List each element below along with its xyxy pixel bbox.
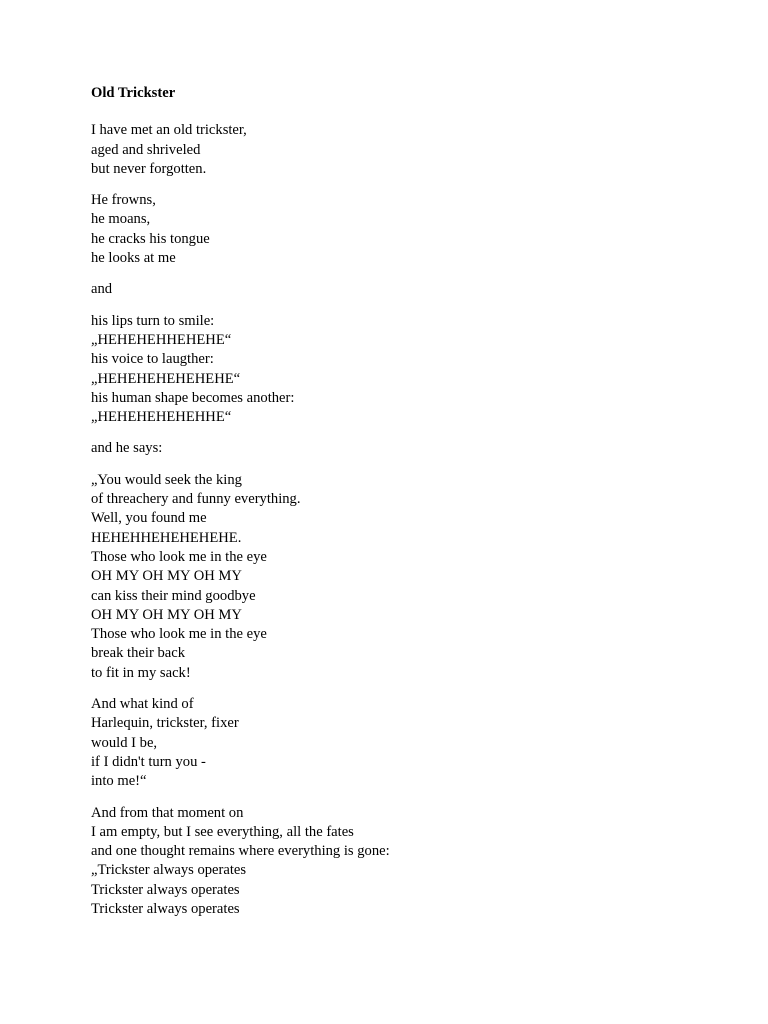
poem-line: and one thought remains where everything is gone: — [91, 843, 390, 860]
poem-line: he moans, — [91, 211, 151, 228]
poem-line: and — [91, 281, 113, 298]
poem-line: into me!“ — [91, 773, 147, 790]
poem-line: Well, you found me — [91, 510, 207, 527]
poem-line: „You would seek the king — [91, 471, 242, 488]
poem-line: And what kind of — [91, 696, 194, 713]
poem-line: Trickster always operates — [91, 881, 240, 898]
poem-line: „HEHEHEHEHEHEHE“ — [91, 370, 241, 387]
poem-line: but never forgotten. — [91, 160, 207, 177]
poem-line: break their back — [91, 645, 185, 662]
poem-line: And from that moment on — [91, 804, 244, 821]
poem-line: would I be, — [91, 734, 158, 751]
poem-line: Trickster always operates — [91, 900, 240, 917]
poem-line: „Trickster always operates — [91, 862, 247, 879]
poem-line: He frowns, — [91, 192, 156, 209]
poem-line: to fit in my sack! — [91, 664, 191, 681]
poem-line: „HEHEHEHHEHEHE“ — [91, 331, 232, 348]
poem-line: Those who look me in the eye — [91, 626, 267, 643]
poem-line: and he says: — [91, 440, 163, 457]
poem-line: of threachery and funny everything. — [91, 491, 301, 508]
stanza-6 — [91, 471, 711, 683]
stanza-7 — [91, 695, 711, 791]
poem-line: „HEHEHEHEHEHHE“ — [91, 409, 232, 426]
poem-line: Harlequin, trickster, fixer — [91, 715, 239, 732]
poem-line: HEHEHHEHEHEHEHE. — [91, 529, 242, 546]
poem-line: his human shape becomes another: — [91, 389, 295, 406]
poem-line: aged and shriveled — [91, 141, 201, 158]
poem-line: his lips turn to smile: — [91, 312, 215, 329]
poem-line: Those who look me in the eye — [91, 548, 267, 565]
stanza-3 — [91, 280, 711, 299]
poem — [91, 84, 711, 931]
poem-line: I have met an old trickster, — [91, 122, 247, 139]
poem-line: if I didn't turn you - — [91, 753, 206, 770]
poem-line: OH MY OH MY OH MY — [91, 606, 242, 623]
poem-line: he cracks his tongue — [91, 230, 210, 247]
stanza-5 — [91, 439, 711, 458]
poem-line: I am empty, but I see everything, all the fates — [91, 823, 354, 840]
stanza-2 — [91, 191, 711, 268]
poem-line: can kiss their mind goodbye — [91, 587, 256, 604]
poem-title: Old Trickster — [91, 85, 176, 101]
stanza-1 — [91, 121, 711, 179]
poem-line: he looks at me — [91, 250, 176, 267]
poem-line: his voice to laugther: — [91, 351, 214, 368]
stanza-4 — [91, 312, 711, 428]
poem-line: OH MY OH MY OH MY — [91, 568, 242, 585]
stanza-8 — [91, 804, 711, 920]
